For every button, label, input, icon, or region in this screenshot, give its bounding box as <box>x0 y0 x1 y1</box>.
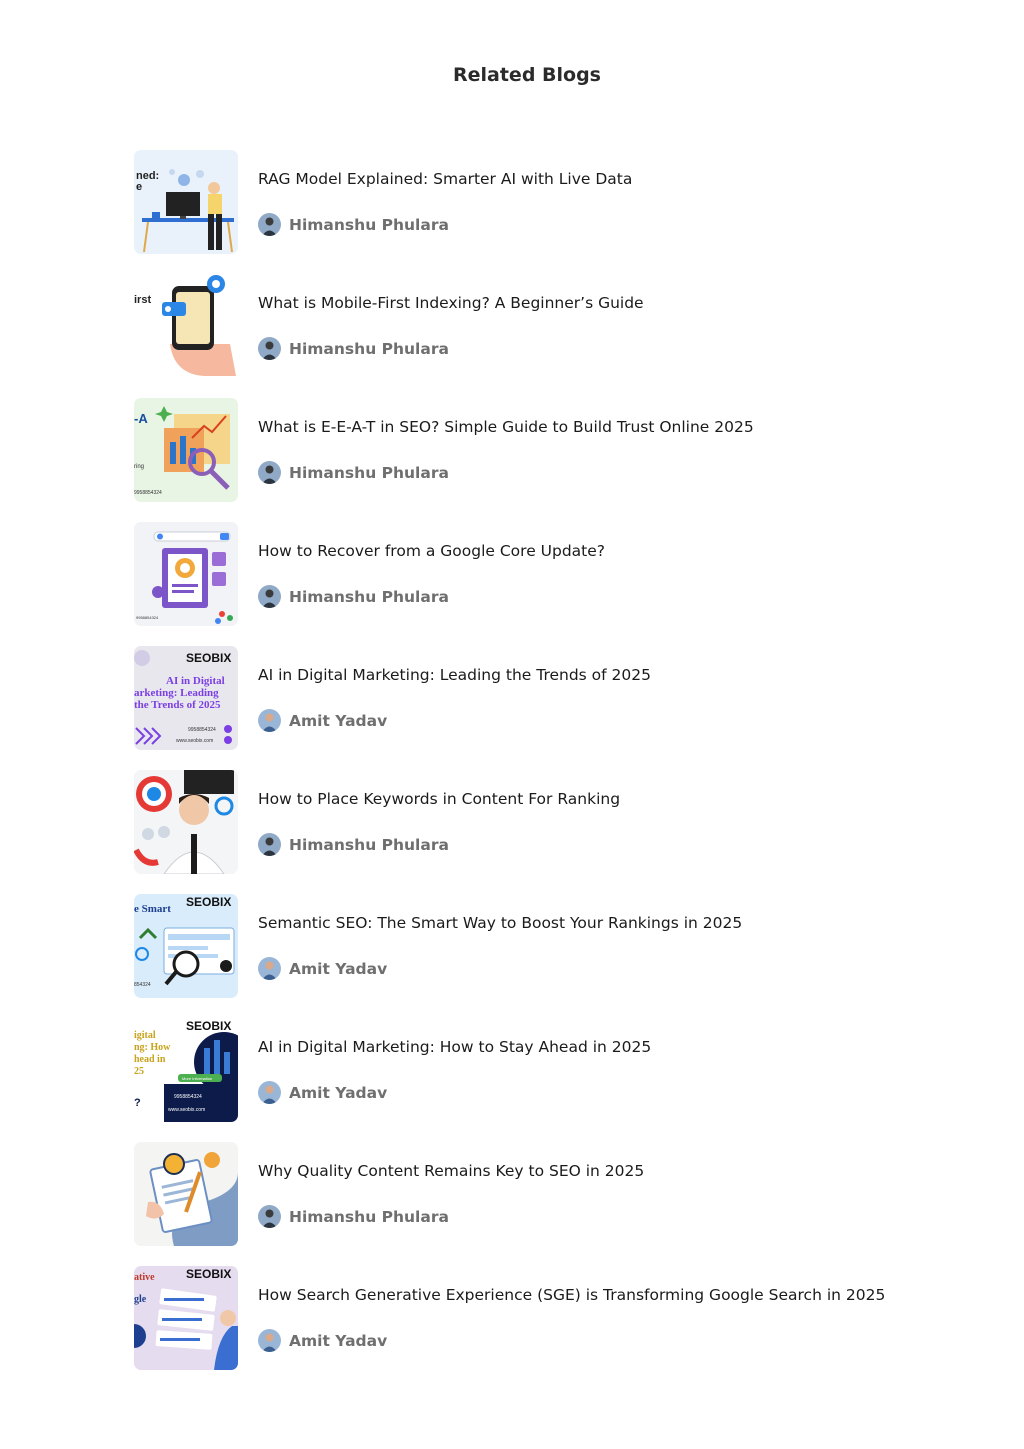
mobile-hand-illustration-icon <box>134 274 238 378</box>
svg-text:ned:: ned: <box>136 170 160 182</box>
blog-thumbnail[interactable] <box>134 1142 238 1246</box>
author-avatar-icon <box>258 1081 281 1104</box>
blog-thumbnail[interactable] <box>134 1266 238 1370</box>
blog-author[interactable] <box>258 585 449 608</box>
svg-text:SEOBIX: SEOBIX <box>186 1019 232 1033</box>
author-avatar-icon <box>258 833 281 856</box>
author-avatar-icon <box>258 709 281 732</box>
blog-thumbnail[interactable] <box>134 894 238 998</box>
author-avatar-icon <box>258 585 281 608</box>
author-name: Himanshu Phulara <box>289 587 449 606</box>
blog-thumbnail[interactable] <box>134 398 238 502</box>
blog-title[interactable]: What is Mobile-First Indexing? A Beginner’s Guide <box>258 294 644 312</box>
svg-text:irst: irst <box>134 294 152 306</box>
svg-text:854324: 854324 <box>134 982 151 988</box>
clipboard-illustration-icon <box>134 1142 238 1246</box>
blog-author[interactable] <box>258 213 449 236</box>
keywords-man-illustration-icon <box>134 770 238 874</box>
author-name: Amit Yadav <box>289 1331 388 1350</box>
blog-card[interactable] <box>134 770 894 894</box>
blog-thumbnail[interactable] <box>134 770 238 874</box>
blog-thumbnail[interactable] <box>134 150 238 254</box>
blog-title[interactable]: How to Recover from a Google Core Update? <box>258 542 606 560</box>
blog-author[interactable] <box>258 957 387 980</box>
svg-text:e Smart: e Smart <box>134 903 171 915</box>
rag-illustration-icon <box>134 150 238 254</box>
svg-text:the Trends of 2025: the Trends of 2025 <box>134 699 221 711</box>
blog-card[interactable] <box>134 894 894 1018</box>
blog-title[interactable]: What is E-E-A-T in SEO? Simple Guide to Build Trust Online 2025 <box>258 418 754 436</box>
author-avatar-icon <box>258 337 281 360</box>
seobix-search-illustration-icon <box>134 894 238 998</box>
svg-text:9958854324: 9958854324 <box>188 727 216 733</box>
section-heading: Related Blogs <box>453 64 601 86</box>
seobix-banner-icon <box>134 646 238 750</box>
blog-title[interactable]: AI in Digital Marketing: Leading the Trends of 2025 <box>258 666 651 684</box>
svg-text:?: ? <box>134 1097 141 1109</box>
blog-author[interactable] <box>258 1205 449 1228</box>
blog-card[interactable] <box>134 150 894 274</box>
author-avatar-icon <box>258 1205 281 1228</box>
google-update-illustration-icon <box>134 522 238 626</box>
blog-card[interactable] <box>134 398 894 522</box>
svg-text:ring: ring <box>134 464 145 470</box>
svg-text:www.seobix.com: www.seobix.com <box>168 1107 206 1113</box>
svg-text:ng: How: ng: How <box>134 1042 171 1053</box>
blog-thumbnail[interactable] <box>134 1018 238 1122</box>
svg-text:head in: head in <box>134 1054 166 1065</box>
svg-text:-A: -A <box>134 411 148 426</box>
blog-thumbnail[interactable] <box>134 274 238 378</box>
seobix-sge-illustration-icon <box>134 1266 238 1370</box>
svg-text:gle: gle <box>134 1294 147 1305</box>
author-avatar-icon <box>258 461 281 484</box>
svg-text:arketing: Leading: arketing: Leading <box>134 687 219 699</box>
blog-thumbnail[interactable] <box>134 522 238 626</box>
blog-author[interactable] <box>258 833 449 856</box>
blog-card[interactable] <box>134 1266 894 1390</box>
blog-author[interactable] <box>258 709 387 732</box>
svg-text:e: e <box>136 181 143 193</box>
svg-text:AI in Digital: AI in Digital <box>166 675 225 687</box>
svg-text:9958854324: 9958854324 <box>134 490 162 496</box>
svg-text:SEOBIX: SEOBIX <box>186 651 232 665</box>
author-name: Himanshu Phulara <box>289 835 449 854</box>
svg-text:SEOBIX: SEOBIX <box>186 895 232 909</box>
blog-title[interactable]: How Search Generative Experience (SGE) is Transforming Google Search in 2025 <box>258 1286 886 1304</box>
author-avatar-icon <box>258 1329 281 1352</box>
author-name: Himanshu Phulara <box>289 215 449 234</box>
svg-text:9958854324: 9958854324 <box>136 615 159 620</box>
blog-card[interactable] <box>134 274 894 398</box>
blog-author[interactable] <box>258 1329 387 1352</box>
svg-text:www.seobix.com: www.seobix.com <box>176 738 214 744</box>
svg-text:More Information: More Information <box>182 1076 213 1081</box>
svg-text:igital: igital <box>134 1030 156 1041</box>
blog-card[interactable] <box>134 646 894 770</box>
blog-card[interactable] <box>134 522 894 646</box>
blog-title[interactable]: AI in Digital Marketing: How to Stay Ahead in 2025 <box>258 1038 652 1056</box>
blog-author[interactable] <box>258 1081 387 1104</box>
author-avatar-icon <box>258 957 281 980</box>
author-name: Amit Yadav <box>289 1083 388 1102</box>
author-name: Himanshu Phulara <box>289 339 449 358</box>
related-blogs-list <box>134 150 894 1390</box>
blog-card[interactable] <box>134 1018 894 1142</box>
svg-text:ative: ative <box>134 1272 155 1283</box>
blog-title[interactable]: Semantic SEO: The Smart Way to Boost Your Rankings in 2025 <box>258 914 743 932</box>
blog-thumbnail[interactable] <box>134 646 238 750</box>
blog-title[interactable]: How to Place Keywords in Content For Ranking <box>258 790 621 808</box>
blog-card[interactable] <box>134 1142 894 1266</box>
svg-text:25: 25 <box>134 1066 144 1077</box>
blog-author[interactable] <box>258 461 449 484</box>
svg-text:9958854324: 9958854324 <box>174 1094 202 1100</box>
blog-title[interactable]: RAG Model Explained: Smarter AI with Live Data <box>258 170 633 188</box>
author-name: Himanshu Phulara <box>289 1207 449 1226</box>
author-name: Amit Yadav <box>289 959 388 978</box>
seobix-city-banner-icon <box>134 1018 238 1122</box>
svg-text:SEOBIX: SEOBIX <box>186 1267 232 1281</box>
author-name: Amit Yadav <box>289 711 388 730</box>
blog-title[interactable]: Why Quality Content Remains Key to SEO in 2025 <box>258 1162 645 1180</box>
eeat-chart-illustration-icon <box>134 398 238 502</box>
author-avatar-icon <box>258 213 281 236</box>
blog-author[interactable] <box>258 337 449 360</box>
author-name: Himanshu Phulara <box>289 463 449 482</box>
